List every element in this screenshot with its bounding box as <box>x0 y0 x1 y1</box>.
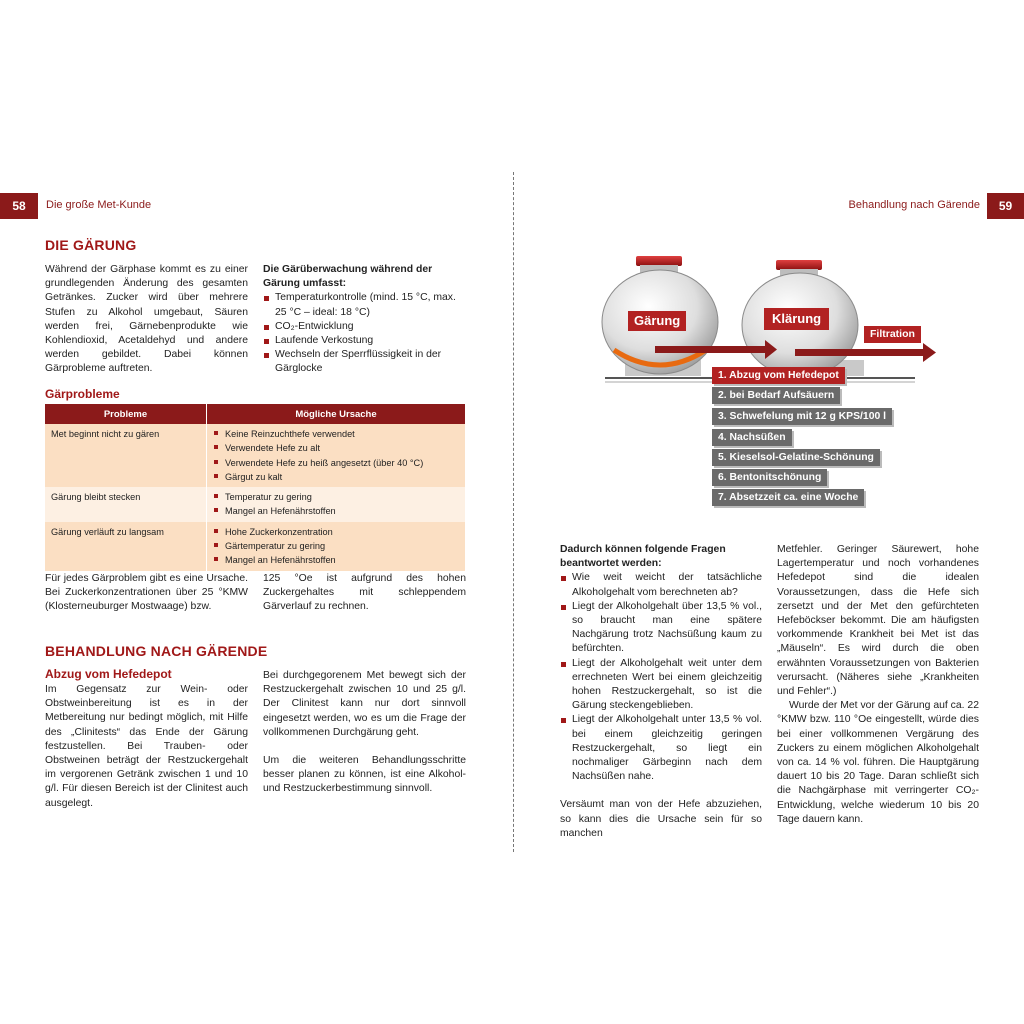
paragraph: Bei durchgegorenem Met bewegt sich der Restzuckergehalt zwischen 10 und 25 g/l. Der Clinitest kann nur dort sinnvoll eingesetzt werden, wo es um die Frage der vollkommenen Durchgärung geht. <box>263 670 466 738</box>
list-item: Liegt der Alkoholgehalt über 13,5 % vol., so braucht man eine spätere Nachgärung trotz Nachsüßung kaum zu befürchten. <box>560 600 762 657</box>
table-cell-problem: Gärung verläuft zu langsam <box>45 522 207 571</box>
process-step: 7. Absetzzeit ca. eine Woche <box>712 489 864 506</box>
yeast-text: Versäumt man von der Hefe abzuziehen, so kann dies die Ursache sein für so manchen <box>560 799 762 839</box>
process-step: 6. Bentonitschönung <box>712 469 827 486</box>
table-header-row <box>45 404 465 424</box>
list-item: Verwendete Hefe zu alt <box>213 441 459 455</box>
list-item: Hohe Zuckerkonzentration <box>213 525 459 539</box>
subsection-title-abzug: Abzug vom Hefedepot <box>45 667 172 681</box>
running-head-left: Die große Met-Kunde <box>46 199 152 211</box>
list-item: Keine Reinzuchthefe verwendet <box>213 427 459 441</box>
table-cell-causes <box>207 487 466 522</box>
table-header: Mögliche Ursache <box>207 404 466 424</box>
process-step: 3. Schwefelung mit 12 g KPS/100 l <box>712 408 892 425</box>
intro-text: Während der Gärphase kommt es zu einer grundlegenden Änderung des gesamten Getränkes. Zucker wird über mehrere Stufen zu Alkohol umgebaut, Säuren werden frei, Gärnebenprodukte wie Kohlendioxid, Acetaldehyd und andere werden gebildet. Dabei können Gärprobleme auftreten. <box>45 264 248 375</box>
questions-block <box>560 543 762 841</box>
process-step: 1. Abzug vom Hefedepot <box>712 367 845 384</box>
paragraph: Um die weiteren Behandlungsschritte besser planen zu können, ist eine Alkohol- und Restzuckerbestimmung sinnvoll. <box>263 755 466 795</box>
list-item: Verwendete Hefe zu heiß angesetzt (über 40 °C) <box>213 456 459 470</box>
process-step: 4. Nachsüßen <box>712 429 792 446</box>
list-item: Wie weit weicht der tatsächliche Alkoholgehalt vom berechneten ab? <box>560 571 762 599</box>
problems-table <box>45 404 465 571</box>
list-item: Temperatur zu gering <box>213 490 459 504</box>
process-step: 5. Kieselsol-Gelatine-Schönung <box>712 449 880 466</box>
list-item: CO₂-Entwicklung <box>263 320 466 334</box>
table-cell-problem: Gärung bleibt stecken <box>45 487 207 522</box>
section-title-behandlung: BEHANDLUNG NACH GÄRENDE <box>45 643 268 659</box>
list-item: Wechseln der Sperrflüssigkeit in der Gärglocke <box>263 348 466 376</box>
table-cell-problem: Met beginnt nicht zu gären <box>45 424 207 487</box>
tank2-label: Klärung <box>764 308 829 330</box>
paragraph: Wurde der Met vor der Gärung auf ca. 22 °KMW bzw. 110 °Oe eingestellt, würde dies bei einer vollkommenen Vergärung des Zuckers zu einem möglichen Alkoholgehalt von ca. 14 % vol. führen. Die Hauptgärung dauert 10 bis 20 Tage. Daran schließt sich die Nachgärphase mit verringerter CO₂-Entwicklung, welche wiederum 10 bis 20 Tage dauern kann. <box>777 700 979 825</box>
questions-list <box>560 571 762 784</box>
section-title-gaerung: DIE GÄRUNG <box>45 237 137 253</box>
col2-text <box>777 543 979 827</box>
monitoring-box <box>263 263 466 377</box>
table-cell-causes <box>207 424 466 487</box>
process-step: 2. bei Bedarf Aufsäuern <box>712 387 840 404</box>
list-item: Temperaturkontrolle (mind. 15 °C, max. 25 °C – ideal: 18 °C) <box>263 291 466 319</box>
list-item: Laufende Verkostung <box>263 334 466 348</box>
monitoring-heading: Die Gärüberwachung während der Gärung umfasst: <box>263 264 433 290</box>
filtration-label: Filtration <box>864 326 921 343</box>
table-row <box>45 487 465 522</box>
questions-heading: Dadurch können folgende Fragen beantwortet werden: <box>560 544 726 570</box>
tank1-label: Gärung <box>628 311 686 331</box>
monitoring-list <box>263 291 466 376</box>
page-spine-divider <box>513 172 514 852</box>
list-item: Gärgut zu kalt <box>213 470 459 484</box>
table-row <box>45 522 465 571</box>
list-item: Mangel an Hefenährstoffen <box>213 553 459 567</box>
paragraph: Metfehler. Geringer Säurewert, hohe Lagertemperatur und noch vorhandenes Hefedepot sind die idealen Voraussetzungen, dass die Hefe sich zersetzt und der Met den gefürchteten Hefeböckser bekommt. Die am häufigsten vorkommende Krankheit bei Met ist das „Mäuseln“. Es wird durch die oben erwähnten Voraussetzungen von Bakterien verursacht. (Näheres siehe „Krankheiten und Fehler“.) <box>777 544 979 698</box>
list-item: Liegt der Alkoholgehalt weit unter dem errechneten Wert bei einem gleichzeitig hohen Restzuckergehalt, so ist die Gärung steckengeblieben. <box>560 657 762 714</box>
page-number-right: 59 <box>987 193 1024 219</box>
running-head-right: Behandlung nach Gärende <box>848 199 980 211</box>
list-item: Mangel an Hefenährstoffen <box>213 504 459 518</box>
table-row <box>45 424 465 487</box>
list-item: Liegt der Alkoholgehalt unter 13,5 % vol. bei einem gleichzeitig geringen Restzuckergehalt, so liegt ein nochmaliger Gärbeginn nach dem Nachsüßen nahe. <box>560 713 762 784</box>
abzug-text-left: Im Gegensatz zur Wein- oder Obstweinbereitung ist es in der Metbereitung nur bedingt möglich, mit Hilfe des „Clinitests“ das Ende der Gärung festzustellen. Bei Trauben- oder Obstweinen beträgt der Restzuckergehalt im vergorenen Getränk zwischen 1 und 10 g/l. Für diesen Bereich ist der Clinitest auch ausgelegt. <box>45 684 248 809</box>
table-header: Probleme <box>45 404 207 424</box>
cause-text-left: Für jedes Gärproblem gibt es eine Ursache. Bei Zuckerkonzentrationen über 25 °KMW (Klosterneuburger Mostwaage) bzw. <box>45 573 248 613</box>
cause-text-right: 125 °Oe ist aufgrund des hohen Zuckergehaltes mit schleppendem Gärverlauf zu rechnen. <box>263 573 466 613</box>
abzug-text-right <box>263 669 466 797</box>
table-cell-causes <box>207 522 466 571</box>
page-number-left: 58 <box>0 193 38 219</box>
list-item: Gärtemperatur zu gering <box>213 539 459 553</box>
problems-title: Gärprobleme <box>45 387 120 401</box>
